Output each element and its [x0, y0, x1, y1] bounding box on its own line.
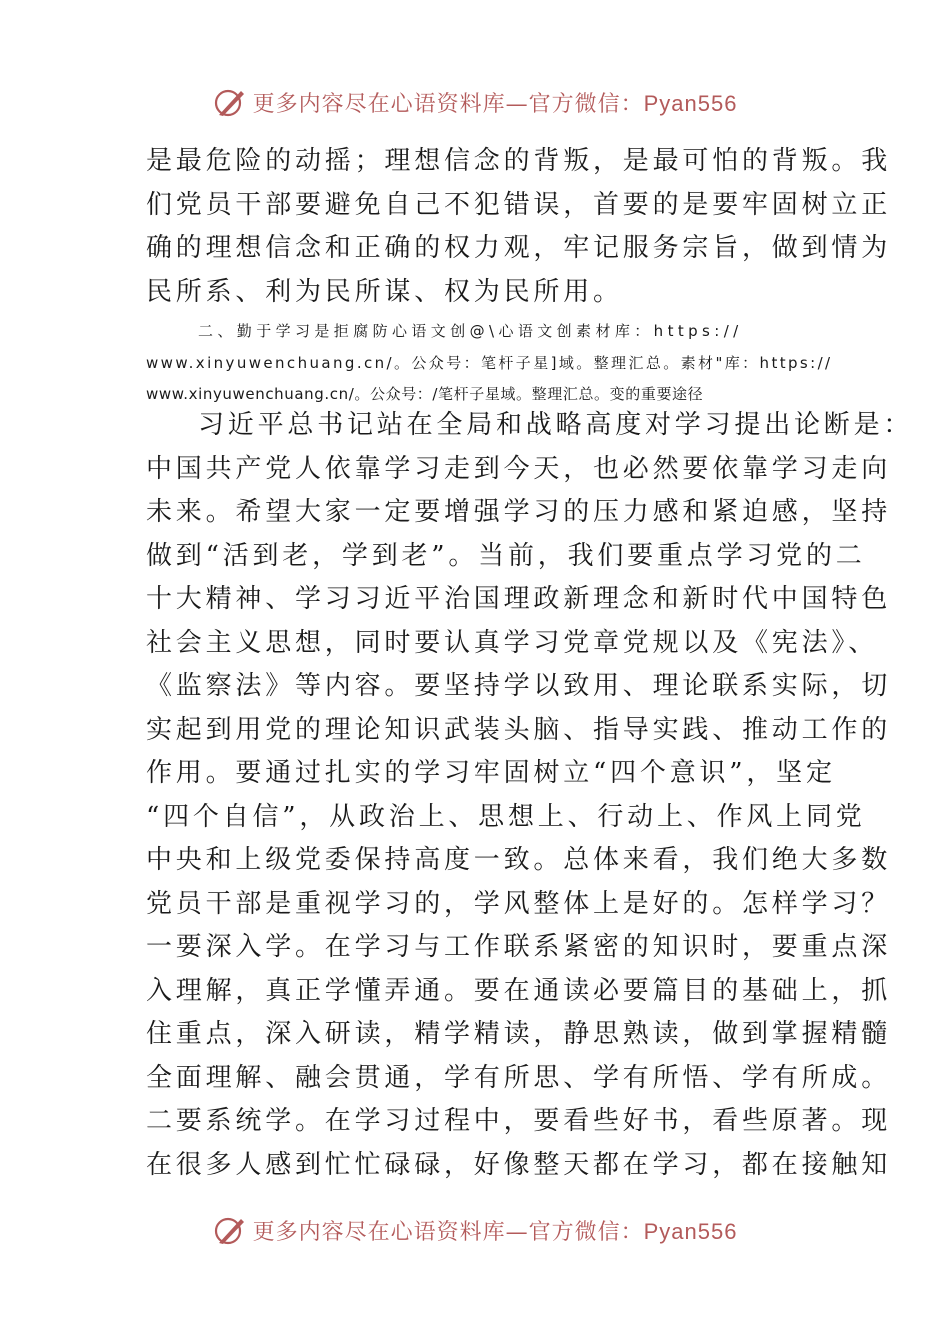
text-line: 做到“活到老，学到老”。当前，我们要重点学习党的二	[146, 540, 866, 571]
text-line: “四个自信”，从政治上、思想上、行动上、作风上同党	[146, 801, 866, 832]
note-line: www.xinyuwenchuang.cn/。公众号：笔杆子星]域。整理汇总。素材"库：https://	[146, 353, 833, 372]
paragraph-2	[146, 404, 914, 1187]
text-line: 习近平总书记站在全局和战略高度对学习提出论断是：	[198, 410, 914, 440]
text-line: 中国共产党人依靠学习走到今天，也必然要依靠学习走向	[146, 453, 892, 484]
text-line: 全面理解、融会贯通，学有所思、学有所悟、学有所成。	[146, 1062, 892, 1093]
text-line: 住重点，深入研读，精学精读，静思熟读，做到掌握精髓	[146, 1019, 892, 1049]
quill-pen-logo-icon	[213, 85, 247, 119]
text-line: 未来。希望大家一定要增强学习的压力感和紧迫感，坚持	[146, 497, 892, 527]
header-banner-cn: 更多内容尽在心语资料库—官方微信：	[252, 91, 644, 117]
footer-banner-wechat-id: Pyan556	[643, 1218, 738, 1244]
text-line: 中央和上级党委保持高度一致。总体来看，我们绝大多数	[146, 845, 892, 875]
text-line: 作用。要通过扎实的学习牢固树立“四个意识”，坚定	[146, 758, 836, 788]
text-line: 是最危险的动摇；理想信念的背叛，是最可怕的背叛。我	[146, 146, 892, 176]
text-line: 实起到用党的理论知识武装头脑、指导实践、推动工作的	[146, 714, 892, 745]
text-line: 党员干部是重视学习的，学风整体上是好的。怎样学习？	[146, 888, 892, 919]
text-line: 社会主义思想，同时要认真学习党章党规以及《宪法》、	[146, 627, 879, 658]
text-line: 入理解，真正学懂弄通。要在通读必要篇目的基础上，抓	[146, 975, 892, 1006]
header-banner	[0, 82, 950, 122]
text-line: 在很多人感到忙忙碌碌，好像整天都在学习，都在接触知	[146, 1149, 892, 1180]
note-line: www.xinyuwenchuang.cn/。公众号：/笔杆子星域。整理汇总。变的重要途径	[146, 385, 704, 403]
footer-banner-text	[253, 1215, 738, 1246]
text-line: 二要系统学。在学习过程中，要看些好书，看些原著。现	[146, 1106, 892, 1136]
footer-banner	[0, 1210, 950, 1250]
text-line: 们党员干部要避免自己不犯错误，首要的是要牢固树立正	[146, 189, 892, 220]
header-banner-text	[253, 87, 738, 118]
text-line: 一要深入学。在学习与工作联系紧密的知识时，要重点深	[146, 932, 892, 962]
footer-banner-cn: 更多内容尽在心语资料库—官方微信：	[252, 1219, 644, 1245]
header-banner-wechat-id: Pyan556	[643, 90, 738, 116]
note-line: 二、勤于学习是拒腐防心语文创@\心语文创素材库：https://	[198, 322, 743, 340]
paragraph-1	[146, 140, 892, 314]
quill-pen-logo-icon	[213, 1213, 247, 1247]
text-line: 《监察法》等内容。要坚持学以致用、理论联系实际，切	[146, 671, 892, 701]
section-heading-note	[146, 316, 833, 411]
text-line: 十大精神、学习习近平治国理政新理念和新时代中国特色	[146, 584, 892, 614]
text-line: 确的理想信念和正确的权力观，牢记服务宗旨，做到情为	[146, 233, 892, 263]
text-line: 民所系、利为民所谋、权为民所用。	[146, 276, 623, 307]
